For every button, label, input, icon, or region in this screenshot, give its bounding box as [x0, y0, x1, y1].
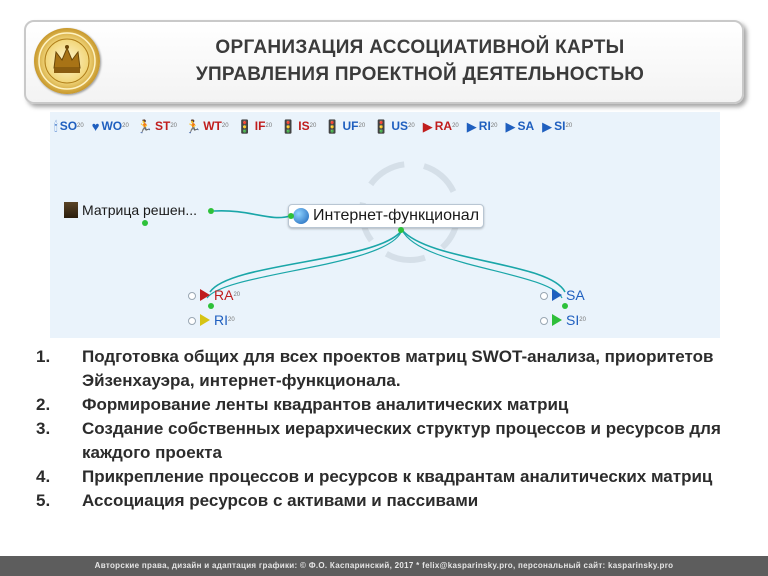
marker-sub: 20: [452, 123, 459, 129]
si-node-sub: 20: [579, 317, 586, 323]
connector-dot: [562, 303, 568, 309]
marker-sub: 20: [265, 123, 273, 129]
connector-dot: [208, 303, 214, 309]
arrow-icon: ▶: [466, 118, 477, 134]
matrix-node[interactable]: [64, 202, 197, 218]
step-number: 5.: [36, 491, 51, 510]
marker-label: ST: [155, 119, 171, 133]
si-node-label: SI: [566, 312, 580, 328]
marker-label: SA: [517, 119, 535, 133]
marker-label: RI: [478, 119, 491, 133]
step-text: Подготовка общих для всех проектов матриц SWOT-анализа, приоритетов Эйзенхауэра, интернет-функционала.: [82, 347, 714, 390]
marker-label: RA: [434, 119, 453, 133]
marker-label: IF: [254, 119, 266, 133]
ri-node[interactable]: [200, 312, 235, 328]
step-item: [30, 417, 730, 465]
heart-icon: ♥: [91, 118, 100, 134]
step-number: 1.: [36, 347, 51, 366]
runner-icon: 🏃: [136, 118, 153, 134]
expand-handle[interactable]: [540, 317, 548, 325]
step-text: Формирование ленты квадрантов аналитических матриц: [82, 395, 569, 414]
step-text: Ассоциация ресурсов с активами и пассивами: [82, 491, 479, 510]
marker-sub: 20: [358, 123, 366, 129]
marker-sub: 20: [77, 123, 84, 129]
marker-label: WO: [101, 119, 123, 133]
connector-dot: [288, 213, 294, 219]
steps-list: [30, 345, 730, 513]
mind-map-panel[interactable]: [50, 112, 720, 338]
connector-dot: [398, 227, 404, 233]
connector-dot: [208, 208, 214, 214]
marker-sub: 20: [490, 123, 498, 129]
sa-node[interactable]: [552, 287, 585, 303]
step-text: Прикрепление процессов и ресурсов к квадрантам аналитических матриц: [82, 467, 713, 486]
ri-node-sub: 20: [228, 317, 235, 323]
marker-sub: 20: [309, 123, 317, 129]
marker-label: UF: [342, 119, 359, 133]
step-text: Создание собственных иерархических структур процессов и ресурсов для каждого проекта: [82, 419, 721, 462]
yellow-arrow-icon: [200, 314, 210, 326]
arrow-icon: ▶: [505, 118, 516, 134]
marker-label: SO: [59, 119, 78, 133]
expand-handle[interactable]: [188, 292, 196, 300]
title-line-1: ОРГАНИЗАЦИЯ АССОЦИАТИВНОЙ КАРТЫ: [215, 37, 625, 58]
green-arrow-icon: [552, 314, 562, 326]
red-arrow-icon: [200, 289, 210, 301]
traffic-light-icon: 🚦: [373, 118, 390, 134]
arrow-icon: ▶: [542, 118, 553, 134]
step-item: [30, 489, 730, 513]
sa-node-label: SA: [566, 287, 585, 303]
ra-node-sub: 20: [233, 292, 241, 298]
expand-handle[interactable]: [540, 292, 548, 300]
traffic-light-icon: 🚦: [280, 118, 297, 134]
matrix-image-icon: [64, 202, 78, 218]
step-number: 4.: [36, 467, 51, 486]
step-item: [30, 393, 730, 417]
si-node[interactable]: [552, 312, 586, 328]
matrix-node-label: Матрица решен...: [82, 202, 198, 218]
connector-dot: [142, 220, 148, 226]
central-node[interactable]: [288, 204, 484, 228]
marker-sub: 20: [565, 123, 573, 129]
marker-sub: 20: [170, 123, 178, 129]
expand-handle[interactable]: [188, 317, 196, 325]
title-line-2: УПРАВЛЕНИЯ ПРОЕКТНОЙ ДЕЯТЕЛЬНОСТЬЮ: [195, 64, 645, 85]
marker-label: IS: [298, 119, 310, 133]
marker-label: US: [391, 119, 409, 133]
marker-label: SI: [554, 119, 566, 133]
ra-node[interactable]: [200, 287, 240, 303]
step-item: [30, 465, 730, 489]
traffic-light-icon: 🚦: [324, 118, 341, 134]
runner-icon: 🏃: [185, 118, 202, 134]
marker-sub: 20: [221, 123, 229, 129]
page-title: [110, 34, 730, 88]
arrow-icon: ▶: [422, 118, 433, 134]
step-item: [30, 345, 730, 393]
marker-sub: 20: [122, 123, 129, 129]
blue-arrow-icon: [552, 289, 562, 301]
step-number: 3.: [36, 419, 51, 438]
candle-icon: 🕯: [54, 118, 58, 134]
ra-node-label: RA: [214, 287, 234, 303]
traffic-light-icon: 🚦: [236, 118, 253, 134]
marker-label: WT: [203, 119, 222, 133]
ri-node-label: RI: [214, 312, 228, 328]
globe-icon: [293, 208, 309, 224]
copyright-footer: Авторские права, дизайн и адаптация графики: © Ф.О. Каспаринский, 2017 * felix@kasparinsky.pro, персональный сайт: kasparinsky.pro: [0, 556, 768, 576]
central-node-label: Интернет-функционал: [313, 207, 480, 224]
crown-emblem-icon: [34, 28, 100, 94]
marker-sub: 20: [408, 123, 415, 129]
step-number: 2.: [36, 395, 51, 414]
